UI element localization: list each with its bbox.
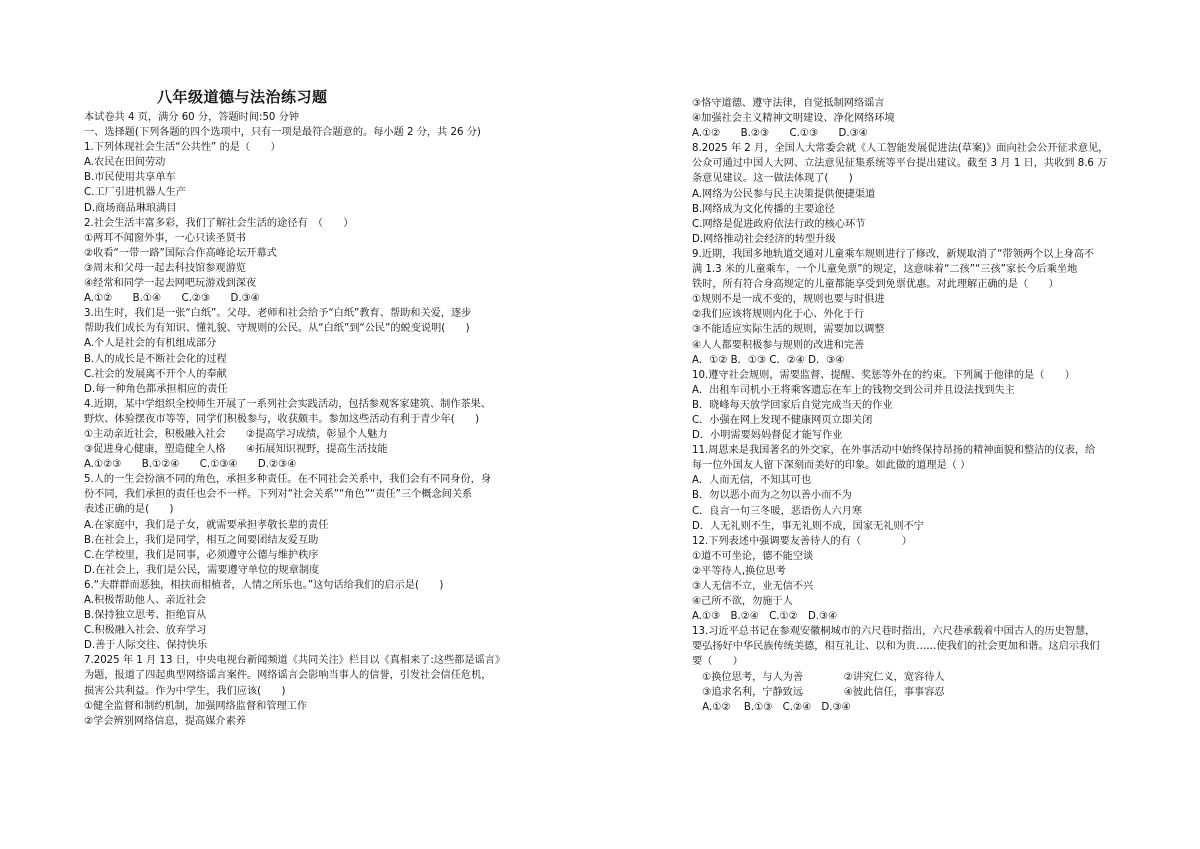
q7-item-2: ②学会辨别网络信息，提高媒介素养 xyxy=(84,715,246,727)
q1-option-a: A.农民在田间劳动 xyxy=(84,157,166,169)
q2-item-4: ④经常和同学一起去网吧玩游戏到深夜 xyxy=(84,278,257,290)
q6-option-c: C.积极融入社会、放弃学习 xyxy=(84,625,207,637)
question-11-line-2: 每一位外国友人留下深刻而美好的印象。如此做的道理是（ ） xyxy=(692,460,971,472)
q3-option-b: B.人的成长是不断社会化的过程 xyxy=(84,353,227,365)
question-12: 12.下列表述中强调要友善待人的有（ ） xyxy=(692,535,912,547)
q4-items-1-2: ①主动亲近社会，积极融入社会 ②提高学习成绩，彰显个人魅力 xyxy=(84,428,388,440)
q12-item-4: ④己所不欲，勿施于人 xyxy=(692,596,793,608)
question-9-line-2: 满 1.3 米的儿童乘车，一个儿童免票”的规定，这意味着“二孩”“三孩”家长今后乘坐地 xyxy=(692,264,1078,276)
question-3-line-1: 3.出生时，我们是一张“白纸”。父母、老师和社会给予“白纸”教育、帮助和关爱，逐步 xyxy=(84,308,472,320)
q5-option-d: D.在社会上，我们是公民，需要遵守单位的规章制度 xyxy=(84,564,320,576)
q12-options: A.①③ B.②④ C.①② D.③④ xyxy=(692,611,838,623)
q11-option-d: D．人无礼则不生，事无礼则不成，国家无礼则不宁 xyxy=(692,520,924,532)
question-13-line-2: 要弘扬好中华民族传统美德，相互礼让、以和为贵……使我们的社会更加和谐。这启示我们 xyxy=(692,641,1100,653)
question-4-line-1: 4.近期，某中学组织全校师生开展了一系列社会实践活动，包括参观客家建筑、制作茶果、 xyxy=(84,398,492,410)
q13-items-3-4: ③追求名利，宁静致远 ④彼此信任，事事容忍 xyxy=(692,686,945,698)
q11-option-b: B．勿以恶小而为之勿以善小而不为 xyxy=(692,490,852,502)
q3-option-a: A.个人是社会的有机组成部分 xyxy=(84,338,217,350)
q7-item-4: ④加强社会主义精神文明建设、净化网络环境 xyxy=(692,113,895,125)
question-11-line-1: 11.周恩来是我国著名的外交家，在外事活动中始终保持昂扬的精神面貌和整洁的仪表，给 xyxy=(692,445,1096,457)
q11-option-c: C．良言一句三冬暖，恶语伤人六月寒 xyxy=(692,505,863,517)
q7-item-1: ①健全监督和制约机制，加强网络监督和管理工作 xyxy=(84,700,308,712)
q1-option-c: C.工厂引进机器人生产 xyxy=(84,187,187,199)
question-6: 6.“夫群群而恶独，相扶而相植者，人情之所乐也。”这句话给我们的启示是( ) xyxy=(84,579,444,591)
q12-item-2: ②平等待人,换位思考 xyxy=(692,565,786,577)
q8-option-d: D.网络推动社会经济的转型升级 xyxy=(692,233,836,245)
question-8-line-1: 8.2025 年 2 月，全国人大常委会就《人工智能发展促进法(草案)》面向社会公开征求意见， xyxy=(692,143,1109,155)
question-13-line-3: 要（ ） xyxy=(692,656,743,668)
q10-option-c: C．小强在网上发现不健康网页立即关闭 xyxy=(692,414,873,426)
q10-option-d: D．小明需要妈妈督促才能写作业 xyxy=(692,430,843,442)
section-heading: 一、选择题(下列各题的四个选项中，只有一项是最符合题意的。每小题 2 分，共 26 分) xyxy=(84,127,481,139)
question-8-line-3: 条意见建议。这一做法体现了( ) xyxy=(692,173,853,185)
q13-options: A.①② B.①③ C.②④ D.③④ xyxy=(692,701,851,713)
q5-option-b: B.在社会上，我们是同学，相互之间要团结友爱互助 xyxy=(84,534,319,546)
q9-item-3: ③不能适应实际生活的规则，需要加以调整 xyxy=(692,324,885,336)
q2-options: A.①② B.①④ C.②③ D.③④ xyxy=(84,293,260,305)
q10-option-a: A．出租车司机小王将乘客遗忘在车上的钱物交到公司并且设法找到失主 xyxy=(692,384,1015,396)
q8-option-b: B.网络成为文化传播的主要途径 xyxy=(692,203,835,215)
q1-option-d: D.商场商品琳琅满目 xyxy=(84,202,177,214)
left-column xyxy=(84,96,524,729)
q9-item-1: ①规则不是一成不变的，规则也要与时俱进 xyxy=(692,294,885,306)
question-7-line-3: 损害公共利益。作为中学生，我们应该( ) xyxy=(84,685,286,697)
question-9-line-3: 铁时，所有符合身高规定的儿童都能享受到免票优惠。对此理解正确的是（ ） xyxy=(692,279,1059,291)
question-5-line-1: 5.人的一生会扮演不同的角色，承担多种责任。在不同社会关系中，我们会有不同身份，身 xyxy=(84,474,492,486)
q6-option-d: D.善于人际交往、保持快乐 xyxy=(84,640,208,652)
right-column xyxy=(692,96,1125,715)
q6-option-b: B.保持独立思考、拒绝盲从 xyxy=(84,610,207,622)
q6-option-a: A.积极帮助他人、亲近社会 xyxy=(84,595,207,606)
exam-info: 本试卷共 4 页，满分 60 分，答题时间:50 分钟 xyxy=(84,112,300,123)
q12-item-3: ③人无信不立，业无信不兴 xyxy=(692,581,814,592)
question-13-line-1: 13.习近平总书记在参观安徽桐城市的六尺巷时指出，六尺巷承载着中国古人的历史智慧， xyxy=(692,626,1096,638)
q9-item-2: ②我们应该将规则内化于心、外化于行 xyxy=(692,309,865,321)
q11-option-a: A．人而无信，不知其可也 xyxy=(692,475,812,487)
exam-title: 八年级道德与法治练习题 xyxy=(157,88,328,106)
question-10: 10.遵守社会规则，需要监督、提醒、奖惩等外在的约束。下列属于他律的是（ ） xyxy=(692,369,1075,381)
question-7-line-2: 为题，报道了四起典型网络谣言案件。网络谣言会影响当事人的信誉，引发社会信任危机， xyxy=(84,670,492,682)
q8-option-c: C.网络是促进政府依法行政的核心环节 xyxy=(692,218,866,230)
title-spacer xyxy=(84,96,524,110)
q4-options: A.①②③ B.①②④ C.①③④ D.②③④ xyxy=(84,459,297,471)
q2-item-3: ③周末和父母一起去科技馆参观游览 xyxy=(84,262,246,274)
question-5-line-3: 表述正确的是( ) xyxy=(84,504,174,516)
question-4-line-2: 野炊、体验摆夜市等等，同学们积极参与，收获颇丰。参加这些活动有利于青少年( ) xyxy=(84,413,480,425)
q3-option-d: D.每一种角色都承担相应的责任 xyxy=(84,383,228,395)
q8-option-a: A.网络为公民参与民主决策提供便捷渠道 xyxy=(692,188,876,200)
q3-option-c: C.社会的发展离不开个人的奉献 xyxy=(84,368,227,380)
q13-items-1-2: ①换位思考，与人为善 ②讲究仁义，宽容待人 xyxy=(692,671,945,683)
question-3-line-2: 帮助我们成长为有知识、懂礼貌、守规则的公民。从“白纸”到“公民”的蜕变说明( ) xyxy=(84,323,470,335)
q10-option-b: B．晓峰每天放学回家后自觉完成当天的作业 xyxy=(692,399,893,411)
q5-option-a: A.在家庭中，我们是子女，就需要承担孝敬长辈的责任 xyxy=(84,519,329,531)
question-5-line-2: 份不同，我们承担的责任也会不一样。下列对“社会关系”“角色”“责任”三个概念间关系 xyxy=(84,489,473,501)
q2-item-2: ②收看“一带一路”国际合作高峰论坛开幕式 xyxy=(84,247,277,259)
q4-items-3-4: ③促进身心健康，塑造健全人格 ④拓展知识视野，提高生活技能 xyxy=(84,444,388,456)
question-1: 1.下列体现社会生活“公共性” 的是（ ） xyxy=(84,142,281,154)
q7-options: A.①② B.②③ C.①③ D.③④ xyxy=(692,128,868,140)
question-8-line-2: 公众可通过中国人大网、立法意见征集系统等平台提出建议。截至 3 月 1 日，共收到 8.6 万 xyxy=(692,158,1108,170)
question-2: 2.社会生活丰富多彩，我们了解社会生活的途径有 （ ） xyxy=(84,217,354,229)
q12-item-1: ①道不可坐论，德不能空谈 xyxy=(692,550,814,562)
q9-options: A．①② B．①③ C．②④ D．③④ xyxy=(692,354,845,366)
q2-item-1: ①两耳不闻窗外事，一心只读圣贤书 xyxy=(84,232,246,244)
q5-option-c: C.在学校里，我们是同事，必须遵守公德与维护秩序 xyxy=(84,549,319,561)
question-7-line-1: 7.2025 年 1 月 13 日，中央电视台新闻频道《共同关注》栏目以《真相来了:这些都是谣言》 xyxy=(84,655,506,667)
q1-option-b: B.市民使用共享单车 xyxy=(84,172,176,184)
question-9-line-1: 9.近期，我国多地轨道交通对儿童乘车规则进行了修改，新规取消了“带领两个以上身高不 xyxy=(692,248,1095,260)
q9-item-4: ④人人都要积极参与规则的改进和完善 xyxy=(692,339,865,351)
q7-item-3: ③恪守道德、遵守法律，自觉抵制网络谣言 xyxy=(692,98,885,109)
